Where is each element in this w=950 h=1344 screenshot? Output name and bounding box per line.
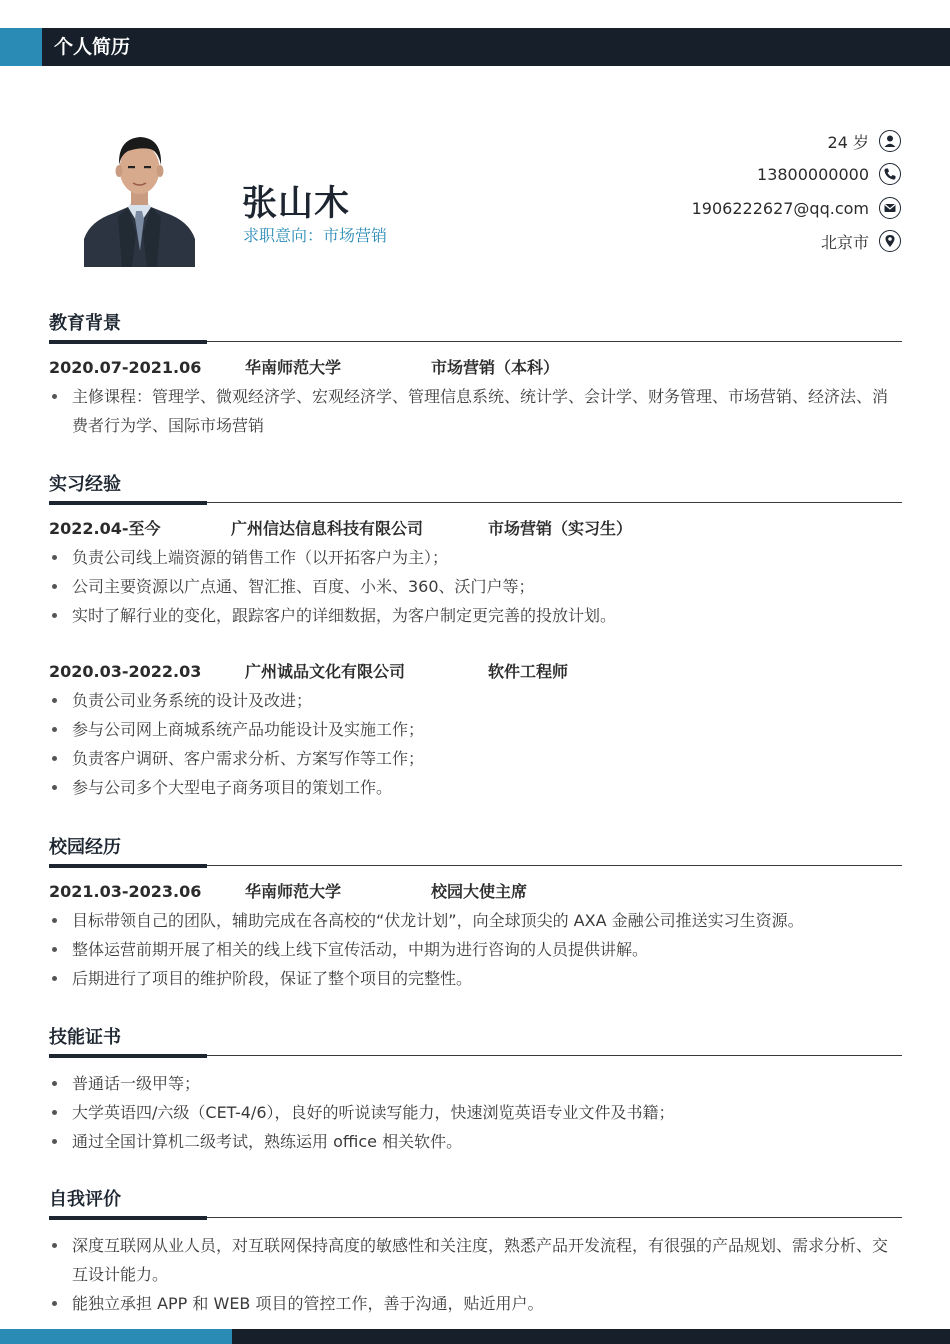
email-text: 1906222627@qq.com: [691, 198, 869, 218]
entry-org: 华南师范大学: [245, 358, 342, 377]
entry-header: [49, 657, 902, 686]
entry-date: 2020.03-2022.03: [49, 662, 202, 681]
section-divider-accent: [49, 1054, 207, 1058]
list-item: 负责客户调研、客户需求分析、方案写作等工作；: [49, 744, 902, 773]
section-divider-accent: [49, 501, 207, 505]
entry-org: 广州信达信息科技有限公司: [231, 519, 424, 538]
job-intent-value: 市场营销: [323, 226, 388, 245]
list-item: 后期进行了项目的维护阶段，保证了整个项目的完整性。: [49, 964, 902, 993]
section-divider-accent: [49, 864, 207, 868]
list-item: 深度互联网从业人员，对互联网保持高度的敏感性和关注度，熟悉产品开发流程，有很强的产品规划、需求分析、交互设计能力。: [49, 1231, 902, 1289]
entry-header: [49, 877, 902, 906]
contact-age: [828, 128, 901, 154]
list-item: 公司主要资源以广点通、智汇推、百度、小米、360、沃门户等；: [49, 572, 902, 601]
candidate-name: 张山木: [242, 184, 351, 224]
section-title: 实习经验: [49, 474, 121, 495]
section-self-evaluation: [49, 1185, 902, 1318]
contact-location: [821, 228, 901, 254]
list-item: 实时了解行业的变化，跟踪客户的详细数据，为客户制定更完善的投放计划。: [49, 601, 902, 630]
list-item: 通过全国计算机二级考试，熟练运用 office 相关软件。: [49, 1127, 902, 1156]
section-title: 自我评价: [49, 1189, 121, 1210]
entry-bullets: [49, 686, 902, 802]
entry-role: 校园大使主席: [431, 882, 528, 901]
entry-header: [49, 514, 902, 543]
section-divider-accent: [49, 1216, 207, 1220]
section-campus: [49, 833, 902, 993]
list-item: 参与公司多个大型电子商务项目的策划工作。: [49, 773, 902, 802]
section-title: 教育背景: [49, 313, 121, 334]
list-item: 负责公司业务系统的设计及改进；: [49, 686, 902, 715]
header-accent: [0, 28, 42, 66]
section-title: 技能证书: [49, 1027, 121, 1048]
entry-header: [49, 353, 902, 382]
list-item: 主修课程：管理学、微观经济学、宏观经济学、管理信息系统、统计学、会计学、财务管理、市场营销、经济法、消费者行为学、国际市场营销: [49, 382, 902, 440]
entry-org: 广州诚品文化有限公司: [245, 662, 406, 681]
list-item: 大学英语四/六级（CET-4/6），良好的听说读写能力，快速浏览英语专业文件及书籍；: [49, 1098, 902, 1127]
header-bar: [0, 28, 950, 66]
job-intent-label: 求职意向：: [243, 226, 324, 245]
skills-bullets: [49, 1069, 902, 1156]
list-item: 能独立承担 APP 和 WEB 项目的管控工作，善于沟通，贴近用户。: [49, 1289, 902, 1318]
entry-role: 软件工程师: [488, 662, 569, 681]
entry-date: 2021.03-2023.06: [49, 882, 202, 901]
mail-icon: [879, 197, 901, 219]
entry-date: 2022.04-至今: [49, 519, 161, 538]
location-icon: [879, 230, 901, 252]
entry-org: 华南师范大学: [245, 882, 342, 901]
list-item: 整体运营前期开展了相关的线上线下宣传活动，中期为进行咨询的人员提供讲解。: [49, 935, 902, 964]
list-item: 参与公司网上商城系统产品功能设计及实施工作；: [49, 715, 902, 744]
age-text: 24 岁: [827, 132, 869, 152]
list-item: 普通话一级甲等；: [49, 1069, 902, 1098]
footer-accent: [0, 1329, 232, 1344]
section-education: [49, 309, 902, 440]
profile-photo: [84, 121, 195, 267]
contact-phone: [757, 161, 901, 187]
self-eval-bullets: [49, 1231, 902, 1318]
entry-bullets: [49, 382, 902, 440]
job-intent: [243, 223, 387, 246]
entry-date: 2020.07-2021.06: [49, 358, 202, 377]
contact-email: [692, 195, 901, 221]
footer-bar: [0, 1329, 950, 1344]
phone-icon: [879, 163, 901, 185]
section-skills: [49, 1023, 902, 1156]
entry-bullets: [49, 906, 902, 993]
entry-role: 市场营销（本科）: [431, 358, 560, 377]
page-title: 个人简历: [54, 36, 131, 58]
entry-bullets: [49, 543, 902, 630]
section-title: 校园经历: [49, 837, 121, 858]
user-icon: [879, 130, 901, 152]
list-item: 负责公司线上端资源的销售工作（以开拓客户为主）；: [49, 543, 902, 572]
phone-text: 13800000000: [757, 164, 869, 184]
list-item: 目标带领自己的团队，辅助完成在各高校的“伏龙计划”，向全球顶尖的 AXA 金融公司推送实习生资源。: [49, 906, 902, 935]
section-divider-accent: [49, 340, 207, 344]
location-text: 北京市: [820, 232, 869, 252]
section-internship: [49, 470, 902, 802]
entry-role: 市场营销（实习生）: [488, 519, 633, 538]
